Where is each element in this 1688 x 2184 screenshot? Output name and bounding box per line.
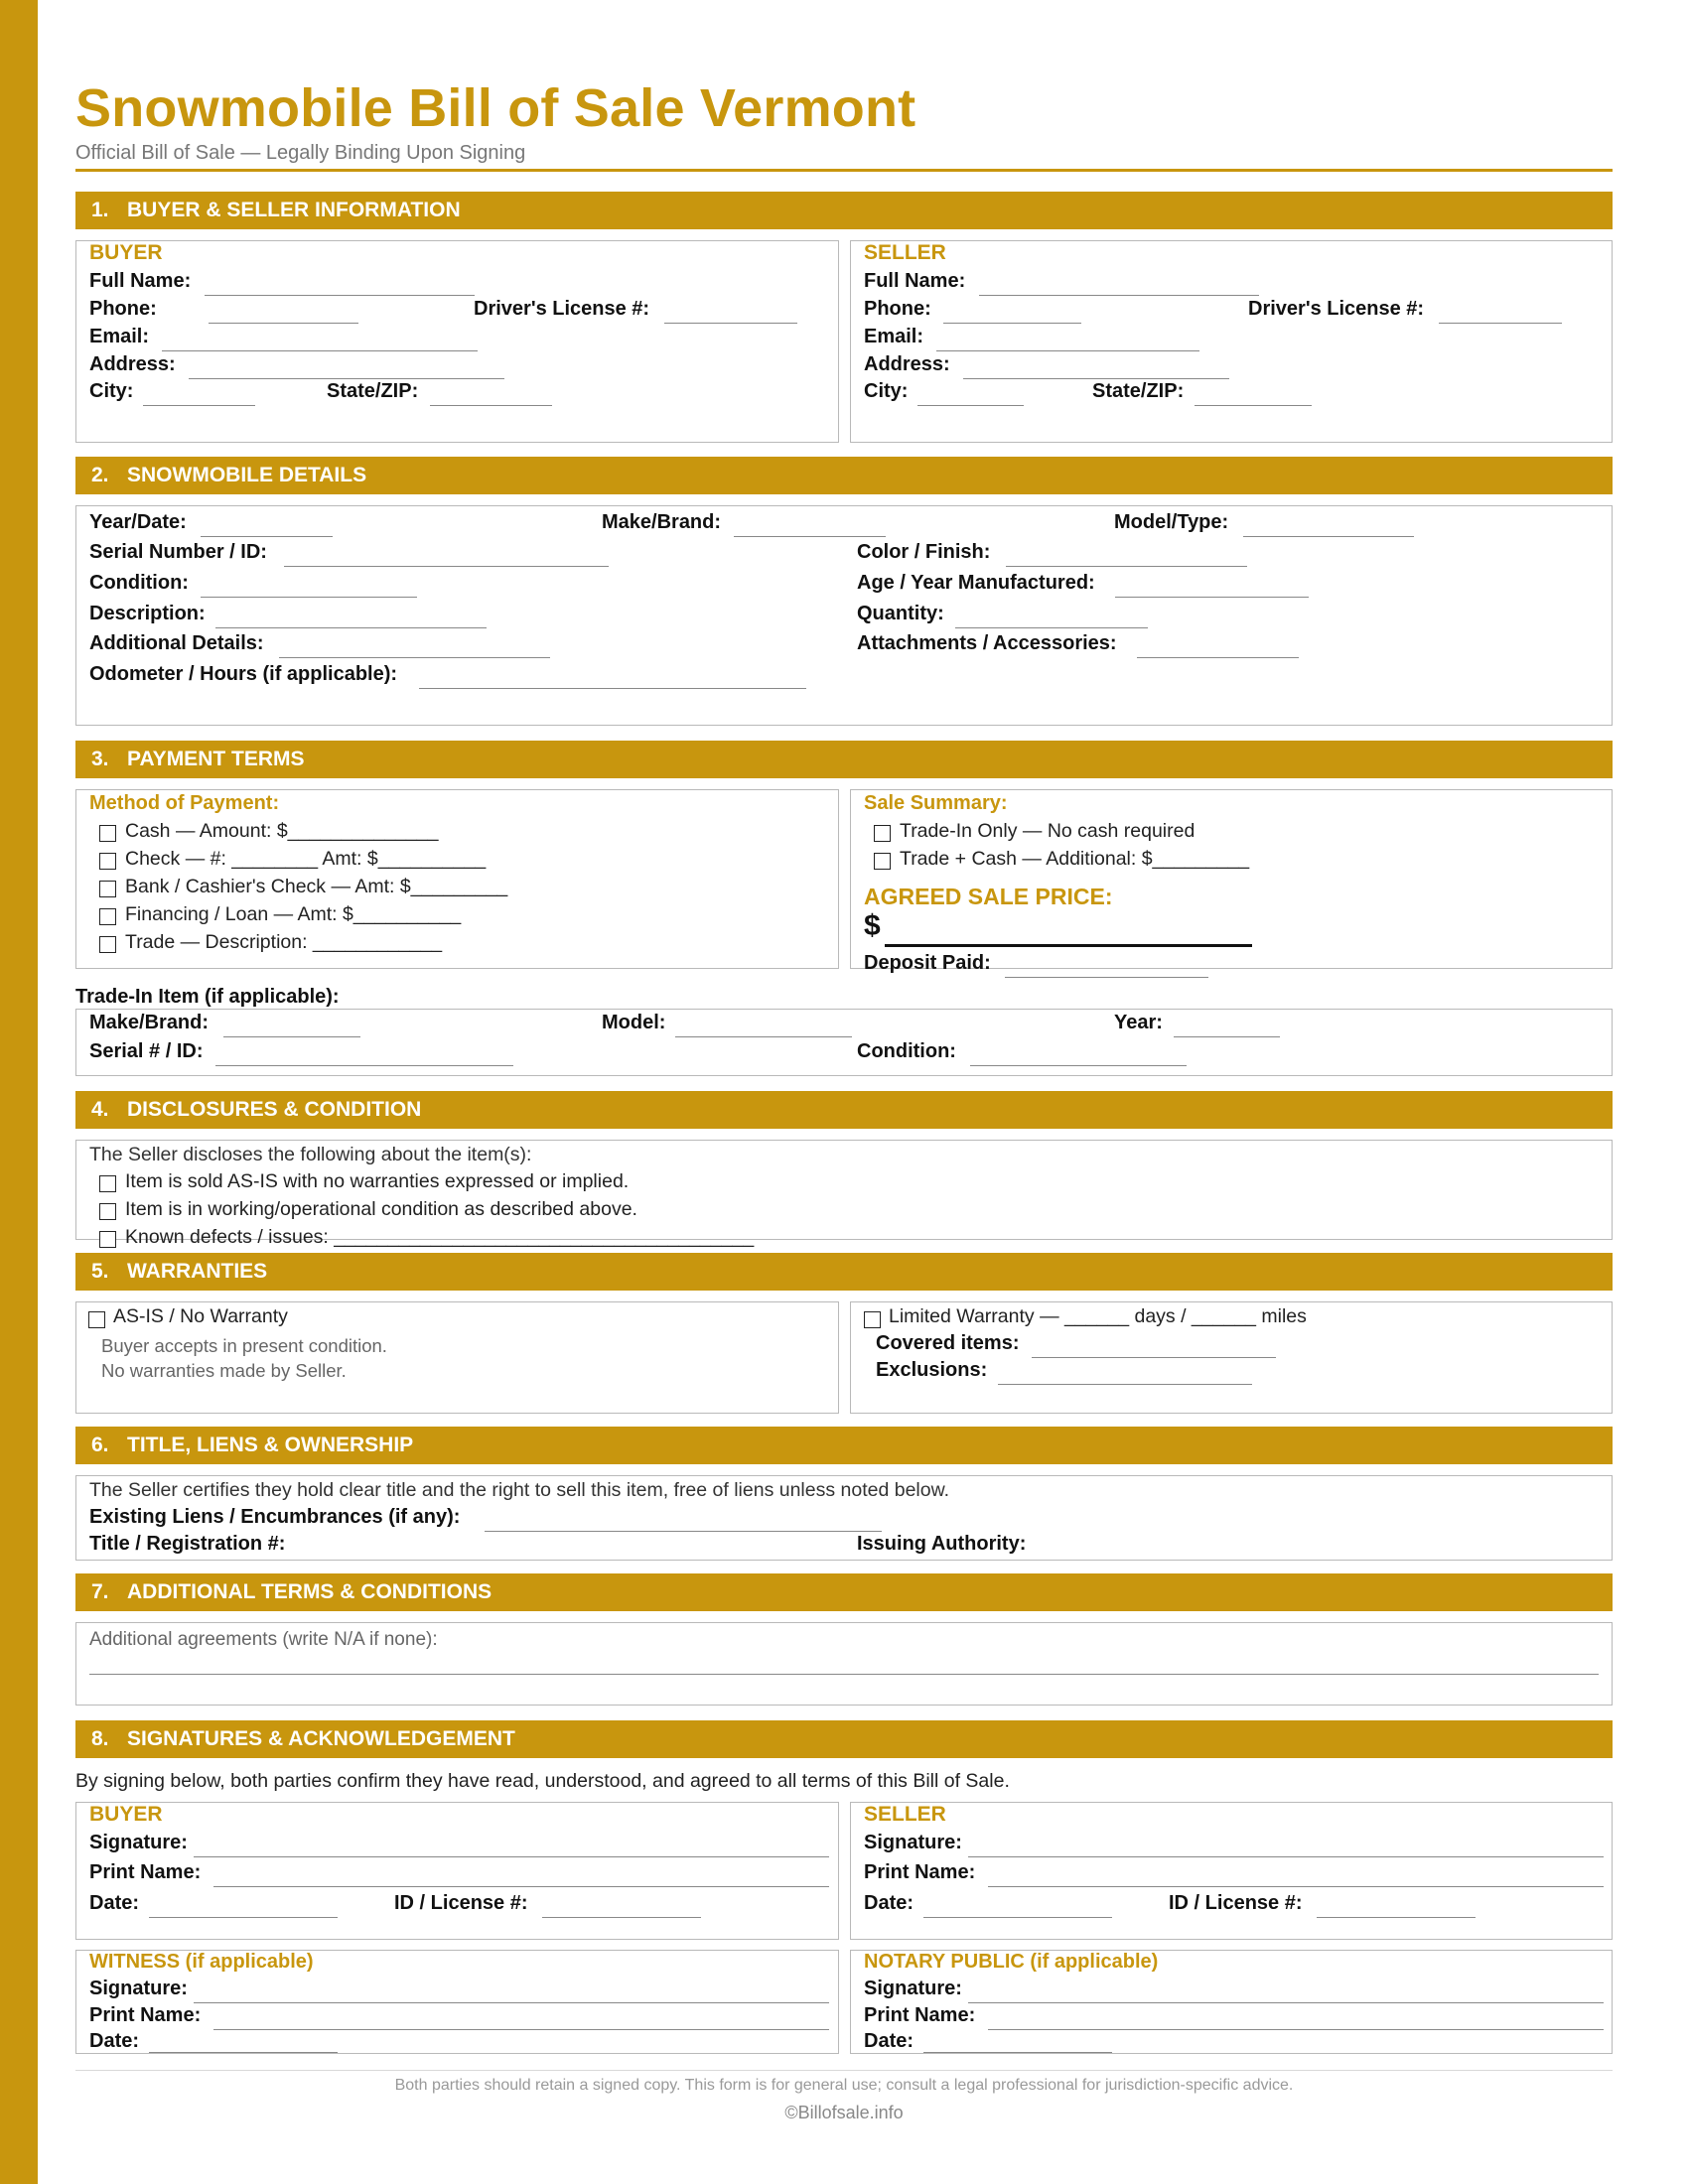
working-condition-checkbox[interactable]	[99, 1203, 116, 1220]
footer-credit: ©Billofsale.info	[784, 2103, 904, 2122]
seller-license-field[interactable]	[1439, 323, 1562, 324]
section-number: 4.	[91, 1098, 109, 1121]
quantity-label: Quantity:	[857, 603, 944, 624]
deposit-paid-field[interactable]	[1005, 977, 1208, 978]
cashiers-check-option-label: Bank / Cashier's Check — Amt: $_________	[125, 876, 508, 897]
notary-date-field[interactable]	[923, 2052, 1112, 2053]
seller-phone-field[interactable]	[943, 323, 1081, 324]
trade-in-model-field[interactable]	[675, 1036, 852, 1037]
trade-in-serial-field[interactable]	[215, 1065, 513, 1066]
section-number: 7.	[91, 1580, 109, 1603]
seller-info-box	[850, 240, 1613, 443]
document-title: Snowmobile Bill of Sale Vermont	[75, 78, 916, 138]
registration-label: Title / Registration #:	[89, 1533, 286, 1555]
serial-field[interactable]	[284, 566, 609, 567]
known-defects-checkbox[interactable]	[99, 1231, 116, 1248]
trade-checkbox[interactable]	[99, 936, 116, 953]
payment-method-box	[75, 789, 839, 969]
additional-details-field[interactable]	[279, 657, 550, 658]
buyer-state-zip-label: State/ZIP:	[327, 380, 419, 402]
section-title: SIGNATURES & ACKNOWLEDGEMENT	[127, 1727, 515, 1750]
buyer-city-label: City:	[89, 380, 134, 402]
witness-print-name-field[interactable]	[213, 2029, 829, 2030]
notary-print-name-label: Print Name:	[864, 2004, 976, 2026]
condition-label: Condition:	[89, 572, 189, 594]
notary-print-name-field[interactable]	[988, 2029, 1604, 2030]
as-is-disclosure-checkbox[interactable]	[99, 1175, 116, 1192]
trade-in-condition-label: Condition:	[857, 1040, 956, 1062]
signatures-intro: By signing below, both parties confirm they have read, understood, and agreed to all terms of this Bill of Sale.	[75, 1770, 1010, 1792]
cash-checkbox[interactable]	[99, 825, 116, 842]
seller-phone-label: Phone:	[864, 298, 931, 320]
model-field[interactable]	[1243, 536, 1414, 537]
buyer-email-field[interactable]	[162, 350, 478, 351]
additional-details-label: Additional Details:	[89, 632, 264, 654]
condition-field[interactable]	[201, 597, 417, 598]
trade-in-make-label: Make/Brand:	[89, 1012, 210, 1033]
witness-signature-label: Signature:	[89, 1978, 188, 1999]
deposit-paid-label: Deposit Paid:	[864, 952, 991, 974]
section-number: 8.	[91, 1727, 109, 1750]
additional-terms-prompt: Additional agreements (write N/A if none):	[89, 1629, 438, 1650]
section-number: 1.	[91, 199, 109, 221]
title-certification-text: The Seller certifies they hold clear title and the right to sell this item, free of liens unless noted below.	[89, 1479, 950, 1501]
financing-option-label: Financing / Loan — Amt: $__________	[125, 903, 462, 925]
additional-terms-field[interactable]	[89, 1674, 1599, 1675]
witness-date-field[interactable]	[149, 2052, 338, 2053]
seller-city-field[interactable]	[917, 405, 1024, 406]
footer-divider	[75, 2070, 1613, 2071]
seller-email-field[interactable]	[936, 350, 1199, 351]
buyer-email-label: Email:	[89, 326, 150, 347]
trade-plus-cash-checkbox[interactable]	[874, 853, 891, 870]
section-title: TITLE, LIENS & OWNERSHIP	[127, 1433, 414, 1456]
buyer-info-box	[75, 240, 839, 443]
section-number: 3.	[91, 748, 109, 770]
trade-in-heading: Trade-In Item (if applicable):	[75, 986, 340, 1008]
seller-address-label: Address:	[864, 353, 950, 375]
year-label: Year/Date:	[89, 511, 187, 533]
as-is-note-2: No warranties made by Seller.	[101, 1360, 347, 1381]
seller-state-zip-field[interactable]	[1195, 405, 1312, 406]
year-field[interactable]	[201, 536, 333, 537]
buyer-phone-field[interactable]	[209, 323, 358, 324]
witness-print-name-label: Print Name:	[89, 2004, 202, 2026]
trade-in-only-checkbox[interactable]	[874, 825, 891, 842]
attachments-field[interactable]	[1137, 657, 1299, 658]
color-label: Color / Finish:	[857, 541, 991, 563]
liens-field[interactable]	[485, 1531, 882, 1532]
section-header-buyer-seller	[75, 192, 1613, 229]
sale-summary-heading: Sale Summary:	[864, 792, 1008, 814]
section-number: 2.	[91, 464, 109, 486]
color-field[interactable]	[1006, 566, 1247, 567]
section-header-payment-terms	[75, 741, 1613, 778]
trade-in-box	[75, 1009, 1613, 1076]
disclosures-intro: The Seller discloses the following about the item(s):	[89, 1144, 532, 1165]
buyer-id-license-label: ID / License #:	[394, 1892, 528, 1914]
limited-warranty-checkbox[interactable]	[864, 1311, 881, 1328]
trade-in-year-label: Year:	[1114, 1012, 1163, 1033]
section-title: BUYER & SELLER INFORMATION	[127, 199, 461, 221]
section-title: SNOWMOBILE DETAILS	[127, 464, 367, 486]
witness-signature-box	[75, 1950, 839, 2054]
exclusions-field[interactable]	[998, 1384, 1252, 1385]
snowmobile-details-box	[75, 505, 1613, 726]
section-title: ADDITIONAL TERMS & CONDITIONS	[127, 1580, 492, 1603]
buyer-city-field[interactable]	[143, 405, 255, 406]
seller-heading: SELLER	[864, 241, 946, 264]
covered-items-label: Covered items:	[876, 1332, 1020, 1354]
seller-email-label: Email:	[864, 326, 924, 347]
as-is-note-1: Buyer accepts in present condition.	[101, 1335, 387, 1356]
trade-in-only-label: Trade-In Only — No cash required	[900, 820, 1196, 842]
seller-address-field[interactable]	[963, 378, 1229, 379]
buyer-license-label: Driver's License #:	[474, 298, 650, 320]
witness-date-label: Date:	[89, 2030, 140, 2052]
notary-signature-label: Signature:	[864, 1978, 962, 1999]
section-title: WARRANTIES	[127, 1260, 268, 1283]
seller-state-zip-label: State/ZIP:	[1092, 380, 1185, 402]
trade-plus-cash-label: Trade + Cash — Additional: $_________	[900, 848, 1250, 870]
seller-print-name-label: Print Name:	[864, 1861, 976, 1883]
notary-heading: NOTARY PUBLIC (if applicable)	[864, 1951, 1159, 1973]
trade-in-make-field[interactable]	[223, 1036, 360, 1037]
seller-signature-heading: SELLER	[864, 1803, 946, 1826]
agreed-sale-price-label: AGREED SALE PRICE:	[864, 884, 1113, 909]
seller-full-name-field[interactable]	[979, 295, 1259, 296]
financing-checkbox[interactable]	[99, 908, 116, 925]
cash-option-label: Cash — Amount: $______________	[125, 820, 439, 842]
section-header-signatures	[75, 1720, 1613, 1758]
payment-method-heading: Method of Payment:	[89, 792, 280, 814]
buyer-full-name-field[interactable]	[205, 295, 475, 296]
sale-summary-box	[850, 789, 1613, 974]
section-number: 5.	[91, 1260, 109, 1283]
section-header-title-liens	[75, 1427, 1613, 1464]
footer-note: Both parties should retain a signed copy. This form is for general use; consult a legal professional for jurisdiction-specific advice.	[394, 2077, 1294, 2094]
check-checkbox[interactable]	[99, 853, 116, 870]
section-header-disclosures	[75, 1091, 1613, 1129]
working-condition-label: Item is in working/operational condition as described above.	[125, 1198, 637, 1220]
seller-date-label: Date:	[864, 1892, 914, 1914]
disclosures-box	[75, 1140, 1613, 1248]
limited-warranty-label: Limited Warranty — ______ days / ______ miles	[889, 1305, 1307, 1327]
buyer-signature-label: Signature:	[89, 1832, 188, 1853]
buyer-print-name-label: Print Name:	[89, 1861, 202, 1883]
buyer-address-field[interactable]	[189, 378, 504, 379]
limited-warranty-box	[850, 1301, 1613, 1414]
trade-in-condition-field[interactable]	[970, 1065, 1187, 1066]
check-option-label: Check — #: ________ Amt: $__________	[125, 848, 487, 870]
buyer-signature-heading: BUYER	[89, 1803, 163, 1826]
age-field[interactable]	[1115, 597, 1309, 598]
issuing-authority-label: Issuing Authority:	[857, 1533, 1027, 1555]
as-is-warranty-label: AS-IS / No Warranty	[113, 1305, 288, 1327]
as-is-warranty-box	[75, 1301, 839, 1414]
seller-date-field[interactable]	[923, 1917, 1112, 1918]
buyer-date-label: Date:	[89, 1892, 140, 1914]
buyer-signature-field[interactable]	[194, 1856, 829, 1857]
section-header-additional-terms	[75, 1573, 1613, 1611]
covered-items-field[interactable]	[1032, 1357, 1276, 1358]
attachments-label: Attachments / Accessories:	[857, 632, 1117, 654]
buyer-print-name-field[interactable]	[213, 1886, 829, 1887]
trade-in-model-label: Model:	[602, 1012, 666, 1033]
notary-signature-box	[850, 1950, 1613, 2054]
buyer-address-label: Address:	[89, 353, 176, 375]
seller-city-label: City:	[864, 380, 909, 402]
buyer-full-name-label: Full Name:	[89, 270, 192, 292]
description-label: Description:	[89, 603, 206, 624]
section-header-warranties	[75, 1253, 1613, 1291]
age-label: Age / Year Manufactured:	[857, 572, 1095, 594]
model-label: Model/Type:	[1114, 511, 1229, 533]
witness-signature-field[interactable]	[194, 2002, 829, 2003]
additional-terms-box	[75, 1622, 1613, 1706]
seller-id-license-field[interactable]	[1317, 1917, 1476, 1918]
buyer-date-field[interactable]	[149, 1917, 338, 1918]
notary-signature-field[interactable]	[968, 2002, 1604, 2003]
trade-option-label: Trade — Description: ____________	[125, 931, 443, 953]
buyer-signature-box	[75, 1802, 839, 1940]
seller-signature-field[interactable]	[968, 1856, 1604, 1857]
document-subtitle: Official Bill of Sale — Legally Binding Upon Signing	[75, 142, 526, 164]
trade-in-serial-label: Serial # / ID:	[89, 1040, 204, 1062]
as-is-disclosure-label: Item is sold AS-IS with no warranties expressed or implied.	[125, 1170, 630, 1192]
section-header-snowmobile-details	[75, 457, 1613, 494]
price-currency-symbol: $	[864, 909, 881, 942]
serial-label: Serial Number / ID:	[89, 541, 267, 563]
as-is-warranty-checkbox[interactable]	[88, 1311, 105, 1328]
buyer-phone-label: Phone:	[89, 298, 157, 320]
seller-signature-box	[850, 1802, 1613, 1940]
make-field[interactable]	[734, 536, 886, 537]
odometer-field[interactable]	[419, 688, 806, 689]
trade-in-year-field[interactable]	[1174, 1036, 1280, 1037]
seller-signature-label: Signature:	[864, 1832, 962, 1853]
section-number: 6.	[91, 1433, 109, 1456]
title-divider	[75, 169, 1613, 172]
description-field[interactable]	[215, 627, 487, 628]
buyer-id-license-field[interactable]	[542, 1917, 701, 1918]
notary-date-label: Date:	[864, 2030, 914, 2052]
left-accent-stripe	[0, 0, 38, 2184]
agreed-sale-price-field[interactable]	[885, 944, 1252, 947]
odometer-label: Odometer / Hours (if applicable):	[89, 663, 398, 685]
seller-id-license-label: ID / License #:	[1169, 1892, 1303, 1914]
title-liens-box	[75, 1475, 1613, 1561]
section-title: PAYMENT TERMS	[127, 748, 305, 770]
witness-heading: WITNESS (if applicable)	[89, 1951, 314, 1973]
buyer-license-field[interactable]	[664, 323, 797, 324]
known-defects-label: Known defects / issues: _______________________________________	[125, 1226, 755, 1248]
seller-license-label: Driver's License #:	[1248, 298, 1425, 320]
seller-print-name-field[interactable]	[988, 1886, 1604, 1887]
buyer-state-zip-field[interactable]	[430, 405, 552, 406]
make-label: Make/Brand:	[602, 511, 722, 533]
seller-full-name-label: Full Name:	[864, 270, 966, 292]
cashiers-check-checkbox[interactable]	[99, 881, 116, 897]
quantity-field[interactable]	[955, 627, 1148, 628]
section-title: DISCLOSURES & CONDITION	[127, 1098, 422, 1121]
liens-label: Existing Liens / Encumbrances (if any):	[89, 1506, 461, 1528]
exclusions-label: Exclusions:	[876, 1359, 988, 1381]
buyer-heading: BUYER	[89, 241, 163, 264]
